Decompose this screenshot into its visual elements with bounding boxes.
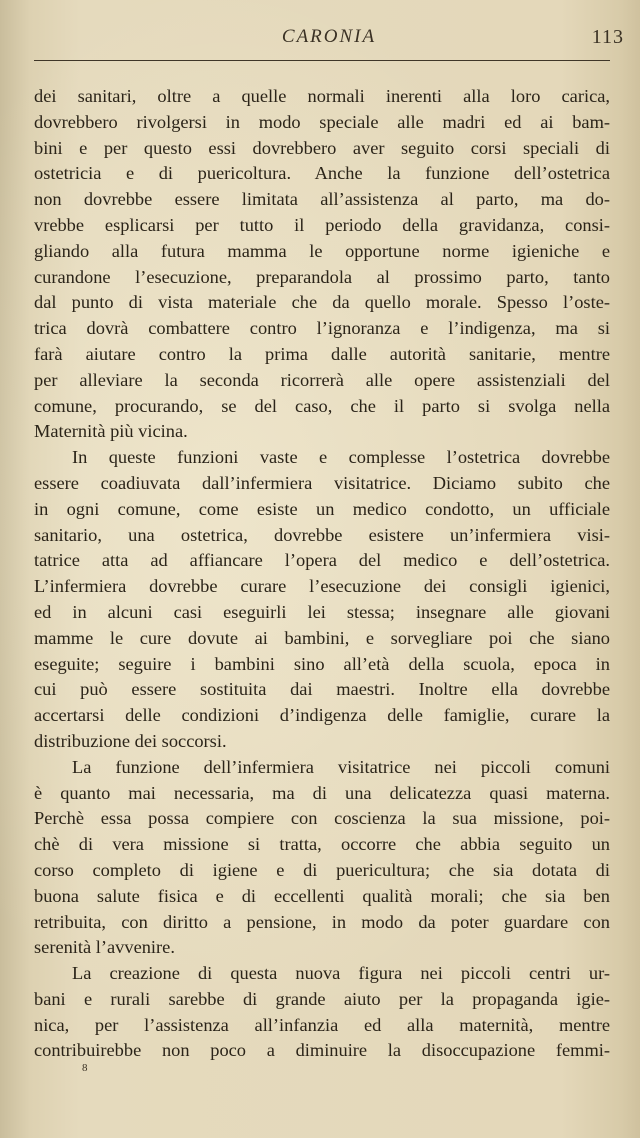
text-line: trica dovrà combattere contro l’ignoranza e l’indigenza, ma si xyxy=(34,318,610,339)
text-line: accertarsi delle condizioni d’indigenza delle famiglie, curare la xyxy=(34,705,610,726)
text-line: vrebbe esplicarsi per tutto il periodo della gravidanza, consi- xyxy=(34,214,610,235)
signature-mark: 8 xyxy=(82,1062,88,1074)
text-line: ed in alcuni casi eseguirli lei stessa; insegnare alle giovani xyxy=(34,601,610,622)
text-line: retribuita, con diritto a pensione, in modo da poter guardare con xyxy=(34,911,610,932)
text-line: Maternità più vicina. xyxy=(34,421,188,442)
text-line: chè di vera missione si tratta, occorre che abbia seguito un xyxy=(34,834,610,855)
text-line: La creazione di questa nuova figura nei piccoli centri ur- xyxy=(72,963,610,984)
text-line: non dovrebbe essere limitata all’assistenza al parto, ma do- xyxy=(34,189,610,210)
text-line: mamme le cure dovute ai bambini, e sorvegliare poi che siano xyxy=(34,627,610,648)
text-line: bini e per questo essi dovrebbero aver seguito corsi speciali di xyxy=(34,137,610,158)
text-line: essere coadiuvata dall’infermiera visitatrice. Diciamo subito che xyxy=(34,472,610,493)
running-title: CARONIA xyxy=(281,26,377,47)
text-line: dovrebbero rivolgersi in modo speciale alle madri ed ai bam- xyxy=(34,111,610,132)
text-line: sanitario, una ostetrica, dovrebbe esistere un’infermiera visi- xyxy=(34,524,610,545)
text-line: farà aiutare contro la prima dalle autorità sanitarie, mentre xyxy=(34,343,610,364)
text-line: bani e rurali sarebbe di grande aiuto per la propaganda igie- xyxy=(34,988,610,1009)
text-line: tatrice atta ad affiancare l’opera del medico e dell’ostetrica. xyxy=(34,550,610,571)
text-line: distribuzione dei soccorsi. xyxy=(34,730,227,751)
text-line: L’infermiera dovrebbe curare l’esecuzione dei consigli igienici, xyxy=(34,576,610,597)
text-line: gliando alla futura mamma le opportune norme igieniche e xyxy=(34,240,610,261)
text-line: dal punto di vista materiale che da quello morale. Spesso l’oste- xyxy=(34,292,610,313)
text-line: buona salute fisica e di eccellenti qualità morali; che sia ben xyxy=(34,885,610,906)
page-header xyxy=(34,26,624,58)
text-line: in ogni comune, come esiste un medico condotto, un ufficiale xyxy=(34,498,610,519)
text-line: cui può essere sostituita dai maestri. Inoltre ella dovrebbe xyxy=(34,679,610,700)
text-line: eseguite; seguire i bambini sino all’età della scuola, epoca in xyxy=(34,653,610,674)
text-line: contribuirebbe non poco a diminuire la disoccupazione femmi- xyxy=(34,1040,610,1061)
text-line: serenità l’avvenire. xyxy=(34,937,175,958)
text-line: è quanto mai necessaria, ma di una delicatezza quasi materna. xyxy=(34,782,610,803)
text-line: ostetricia e di puericoltura. Anche la funzione dell’ostetrica xyxy=(34,163,610,184)
body-text xyxy=(34,84,610,1064)
text-line: curandone l’esecuzione, preparandola al prossimo parto, tanto xyxy=(34,266,610,287)
text-line: corso completo di igiene e di puericultura; che sia dotata di xyxy=(34,859,610,880)
text-line: La funzione dell’infermiera visitatrice nei piccoli comuni xyxy=(72,756,610,777)
text-line: dei sanitari, oltre a quelle normali inerenti alla loro carica, xyxy=(34,86,610,106)
text-line: nica, per l’assistenza all’infanzia ed alla maternità, mentre xyxy=(34,1014,610,1035)
text-line: comune, procurando, se del caso, che il parto si svolga nella xyxy=(34,395,610,416)
page-number: 113 xyxy=(591,26,624,48)
text-line: Perchè essa possa compiere con coscienza la sua missione, poi- xyxy=(34,808,610,829)
text-line: In queste funzioni vaste e complesse l’ostetrica dovrebbe xyxy=(72,447,610,468)
text-line: per alleviare la seconda ricorrerà alle opere assistenziali del xyxy=(34,369,610,390)
header-rule xyxy=(34,60,610,61)
